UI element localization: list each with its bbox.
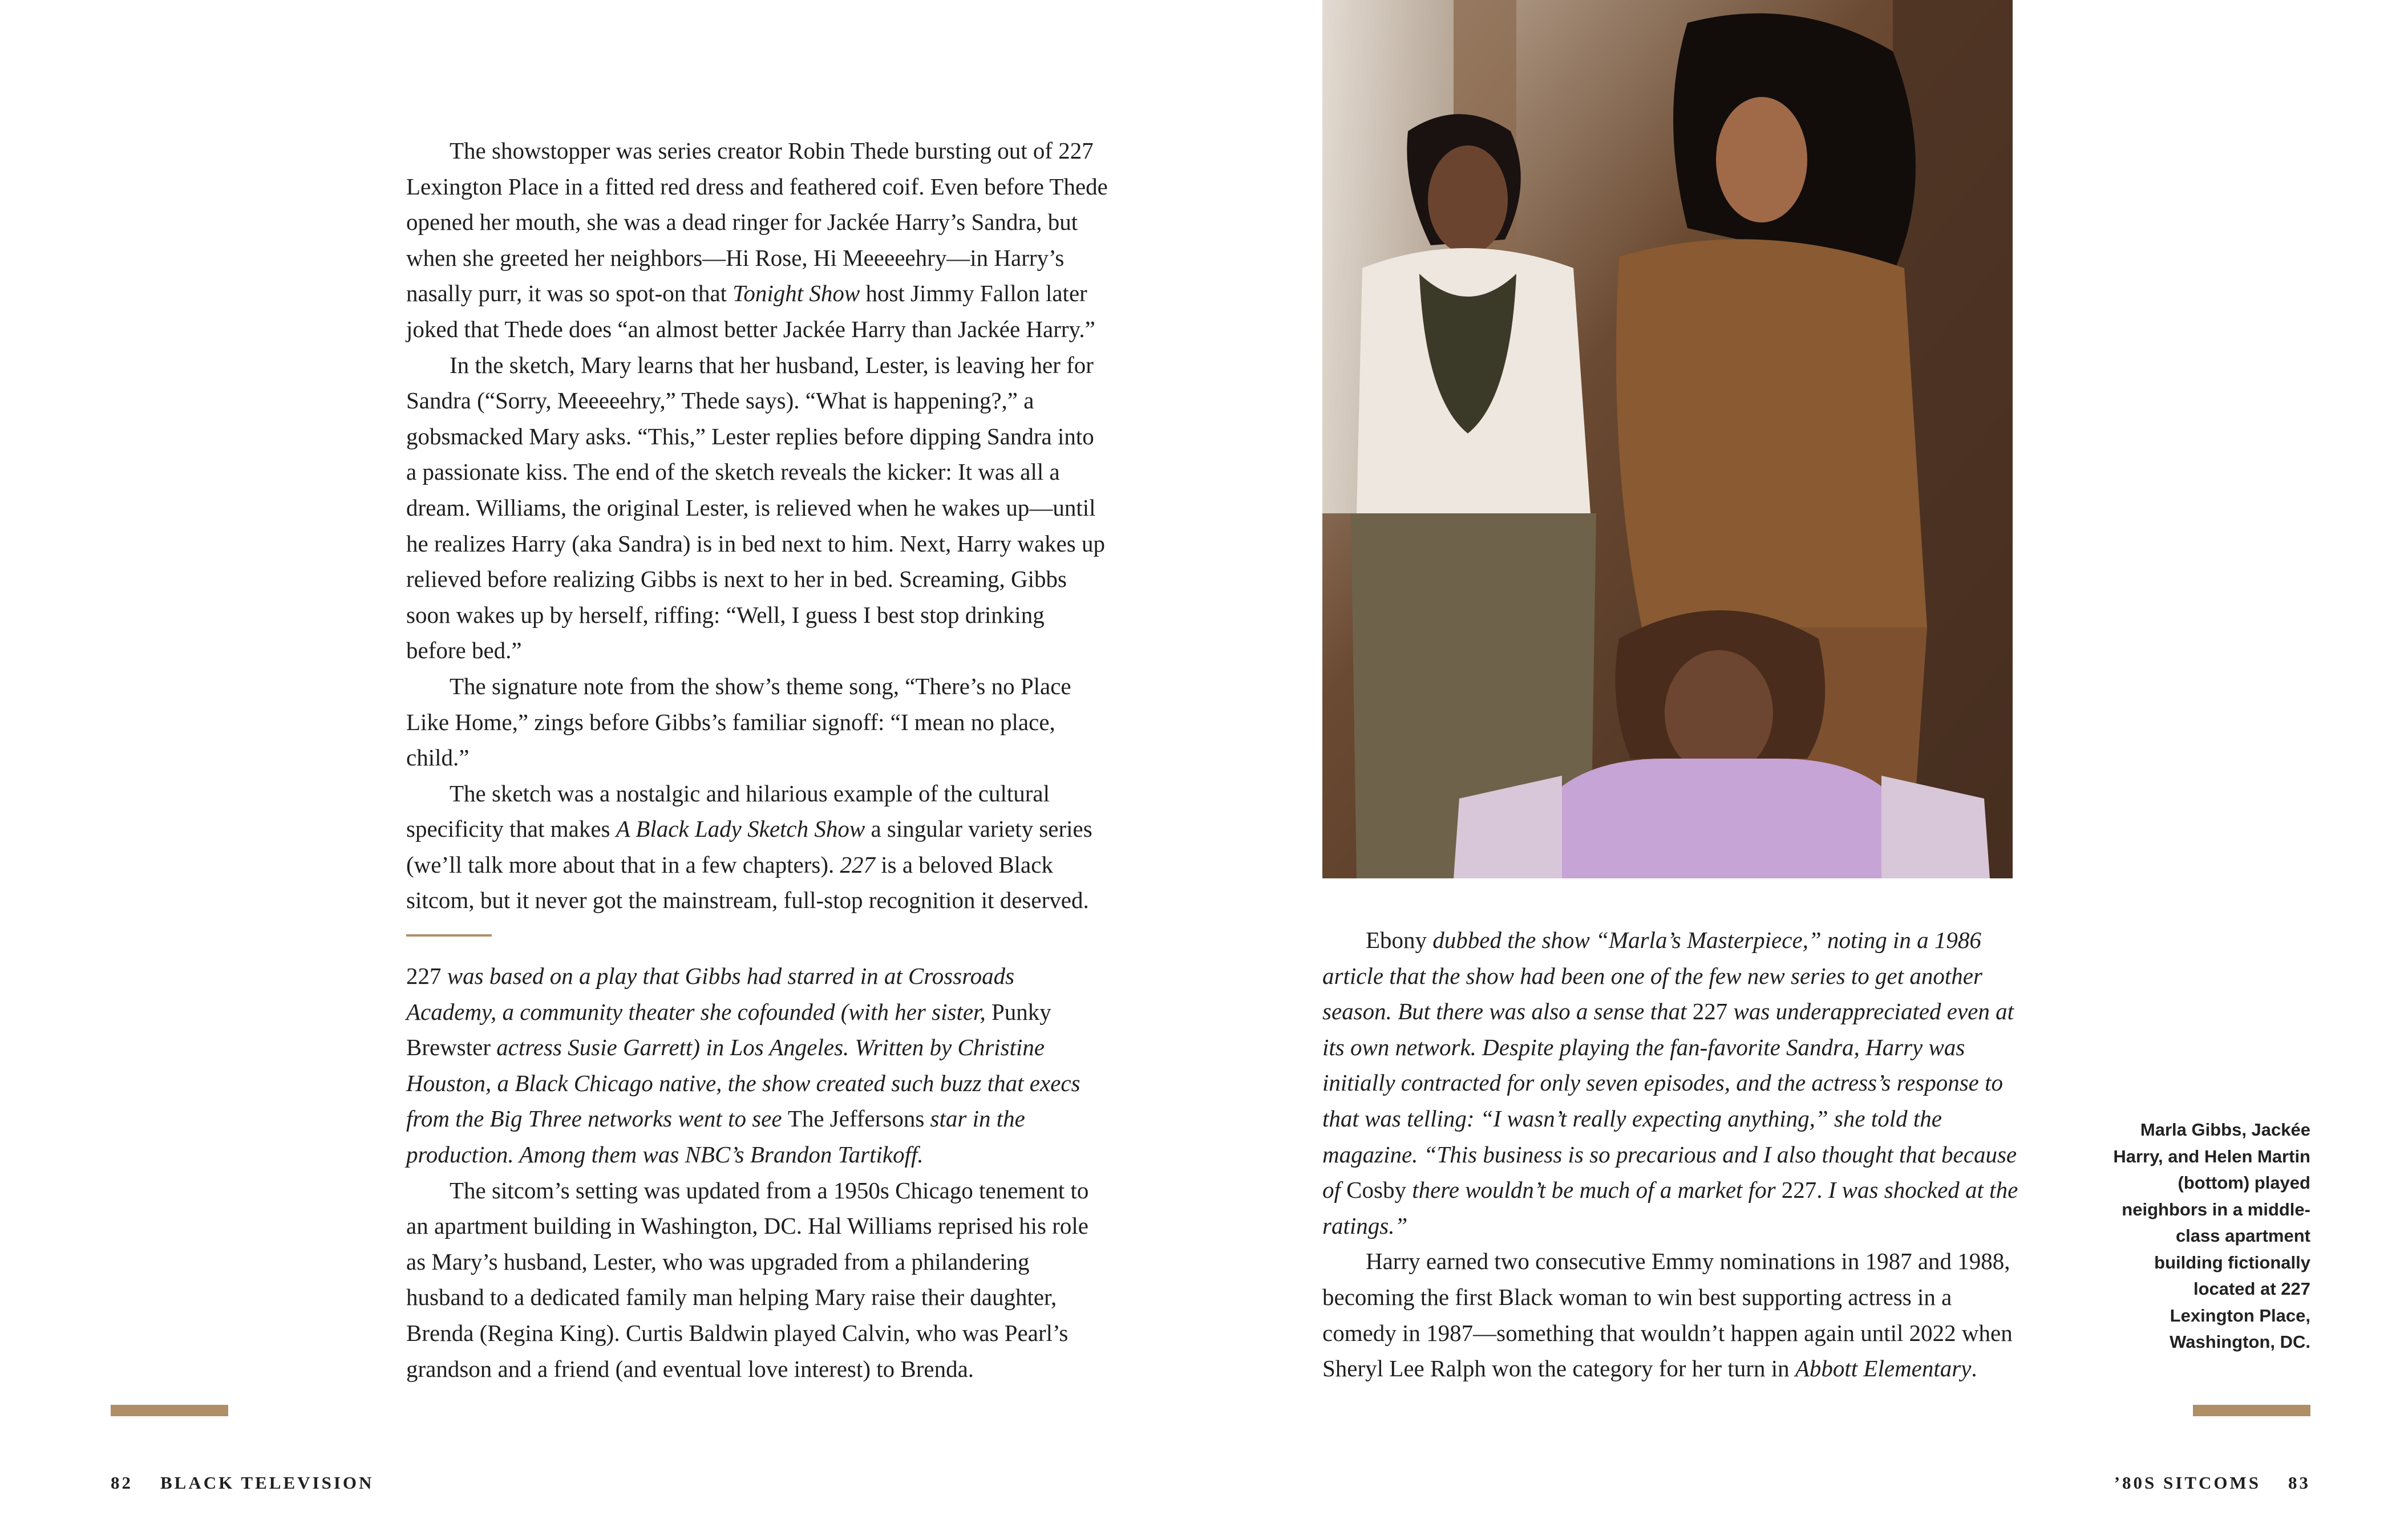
text-run: 227.	[1781, 1177, 1823, 1203]
italic-title: there wouldn’t be much of a market for	[1406, 1177, 1782, 1203]
text-run: The showstopper was series creator Robin Thede bursting out of 227 Lexington Place in a fitted red dress and feathered coif. Even before Thede opened her mouth, she was a dead ringer for Jackée Harry’s Sandra, but when she greeted her neighbors—Hi Rose, Hi Meeeeehry—in Harry’s nasally purr, it was so spot-on that	[406, 137, 1108, 307]
body-paragraph: The sitcom’s setting was updated from a 1950s Chicago tenement to an apartment building in Washington, DC. Hal Williams reprised his role as Mary’s husband, Lester, who was upgraded from a philandering husband to a dedicated family man helping Mary raise their daughter, Brenda (Regina King). Curtis Baldwin played Calvin, who was Pearl’s grandson and a friend (and eventual love interest) to Brenda.	[406, 1177, 1089, 1382]
italic-title: was underappreciated even at its own network. Despite playing the fan-favorite Sandra, Harry was initially contracted for only seven episodes, and the actress’s response to that was telling: “I wasn’t really expecting anything,” she told the magazine. “This business is so precarious and I also thought that because of	[1322, 998, 2017, 1203]
text-run: Punky Brewster	[406, 998, 1051, 1061]
text-run: The sketch was a nostalgic and hilarious example of the cultural specificity that makes	[406, 780, 1050, 842]
body-paragraph	[1322, 1243, 2024, 1386]
footer-accent-bar-right	[2193, 1405, 2310, 1416]
left-body-column	[406, 133, 1108, 1387]
text-run: 227	[406, 963, 442, 990]
running-head-left: BLACK TELEVISION	[160, 1473, 374, 1493]
italic-title: 227	[840, 851, 875, 878]
italic-title: dubbed the show “Marla’s Masterpiece,” noting in a 1986 article that the show had been one of the few new series to get another season. But there was also a sense that	[1322, 927, 1982, 1025]
body-paragraph: In the sketch, Mary learns that her husband, Lester, is leaving her for Sandra (“Sorry, Meeeeehry,” Thede says). “What is happening?,” a gobsmacked Mary asks. “This,” Lester replies before dipping Sandra into a passionate kiss. The end of the sketch reveals the kicker: It was all a dream. Williams, the original Lester, is relieved when he wakes up—until he realizes Harry (aka Sandra) is in bed next to him. Next, Harry wakes up relieved before realizing Gibbs is next to her in bed. Screaming, Gibbs soon wakes up by herself, riffing: “Well, I guess I best stop drinking before bed.”	[406, 351, 1106, 664]
folio-left	[111, 1473, 374, 1493]
left-section-2	[406, 958, 1108, 1387]
right-body-column	[1322, 922, 2024, 1387]
text-run: The Jeffersons	[787, 1105, 925, 1132]
italic-title: I was shocked at the ratings.”	[1322, 1177, 2018, 1239]
text-run: .	[1971, 1355, 1977, 1382]
page-number-left: 82	[111, 1473, 133, 1493]
body-paragraph	[406, 958, 1108, 1173]
italic-title: Tonight Show	[732, 280, 860, 307]
footer-accent-bar-left	[111, 1405, 228, 1416]
italic-title: star in the production. Among them was NBC’s Brandon Tartikoff.	[406, 1105, 1025, 1168]
body-paragraph	[406, 776, 1108, 918]
right-section-1	[1322, 922, 2024, 1387]
italic-title: Abbott Elementary	[1795, 1355, 1972, 1382]
running-head-right: ’80S SITCOMS	[2114, 1473, 2261, 1493]
italic-title: was based on a play that Gibbs had starred in at Crossroads Academy, a community theater she cofounded (with her sister,	[406, 963, 1015, 1025]
body-paragraph	[1322, 922, 2024, 1243]
text-run: 227	[1692, 998, 1728, 1025]
photo-caption: Marla Gibbs, Jackée Harry, and Helen Martin (bottom) played neighbors in a middle-class apartment building fictionally located at 227 Lexington Place, Washington, DC.	[2113, 1120, 2310, 1352]
body-paragraph	[406, 133, 1108, 347]
italic-title: actress Susie Garrett) in Los Angeles. Written by Christine Houston, a Black Chicago native, the show created such buzz that execs from the Big Three networks went to see	[406, 1034, 1080, 1132]
page-number-right: 83	[2288, 1473, 2310, 1493]
body-paragraph: The signature note from the show’s theme song, “There’s no Place Like Home,” zings before Gibbs’s familiar signoff: “I mean no place, child.”	[406, 672, 1071, 771]
text-run: Ebony	[1366, 927, 1427, 953]
text-run: host Jimmy Fallon later joked that Thede does “an almost better Jackée Harry than Jackée Harry.”	[406, 280, 1095, 342]
section-divider-rule	[406, 934, 492, 937]
italic-title: A Black Lady Sketch Show	[616, 816, 865, 842]
text-run: Cosby	[1346, 1177, 1406, 1203]
folio-right	[2114, 1473, 2310, 1493]
left-section-1	[406, 133, 1108, 918]
text-run: Harry earned two consecutive Emmy nominations in 1987 and 1988, becoming the first Black woman to win best supporting actress in a comedy in 1987—something that wouldn’t happen again until 2022 when Sheryl Lee Ralph won the category for her turn in	[1322, 1248, 2013, 1382]
text-run: a singular variety series (we’ll talk more about that in a few chapters).	[406, 816, 1092, 878]
text-run: is a beloved Black sitcom, but it never got the mainstream, full-stop recognition it deserved.	[406, 851, 1089, 914]
